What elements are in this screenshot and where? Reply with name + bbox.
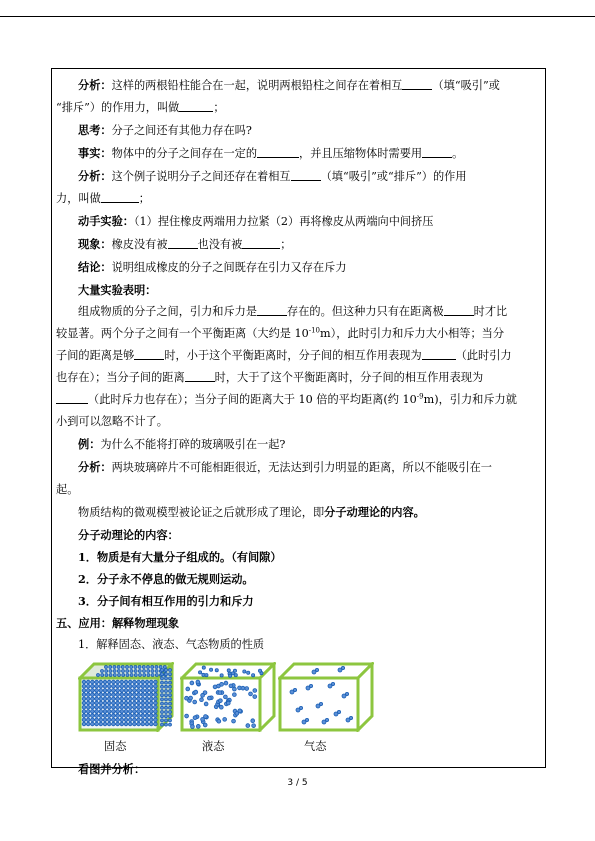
text: “排斥”）的作用力，叫做 [56,101,180,114]
text: ； [213,101,225,114]
conclusion-paragraph [56,256,542,279]
solid-cube-image [78,662,174,732]
label-analysis: 分析： [78,169,112,183]
experiments-show-heading: 大量实验表明： [78,283,157,297]
liquid-cube-image [180,662,276,732]
theory-point-2: 2．分子永不停息的做无规则运动。 [78,572,254,586]
fill-blank[interactable] [257,303,287,316]
text: 力，叫做 [56,192,101,205]
text: 为什么不能将打碎的玻璃吸引在一起? [100,438,286,451]
fill-blank[interactable] [257,145,299,158]
text: 说明组成橡皮的分子之间既存在引力又存在斥力 [111,261,347,274]
text: （此时斥力也存在）；当分子间的距离大于 10 倍的平均距离(约 10 [88,393,417,406]
look-and-analyze-heading: 看图并分析： [78,762,146,776]
fill-blank[interactable] [185,369,215,382]
text: 分子之间还有其他力存在吗? [111,124,252,137]
text: 时，大于了这个平衡距离时，分子间的相互作用表现为 [214,371,484,384]
section-five-heading: 五、应用：解释物理现象 [56,616,180,630]
experiment-paragraph [56,210,542,233]
fill-blank[interactable] [422,347,456,360]
text: 时才比 [473,305,508,318]
text: 存在的。但这种力只有在距离极 [287,305,444,318]
text: m），此时引力和斥力大小相等；当分 [320,327,505,340]
fill-blank[interactable] [444,303,474,316]
analysis-paragraph-3-cont: 起。 [56,483,79,496]
force-paragraph-line-6: 小到可以忽略不计了。 [56,415,168,428]
gas-label: 气态 [304,740,327,753]
text: 物质结构的微观模型被论证之后就形成了理论，即 [78,506,325,519]
liquid-label: 液态 [202,740,225,753]
analysis-paragraph-3 [56,456,542,479]
label-phenomenon: 现象： [78,237,112,251]
force-paragraph-line-1 [56,301,542,323]
think-paragraph [56,119,542,142]
text: 橡皮没有被 [111,238,168,251]
fill-blank[interactable] [242,236,280,249]
force-paragraph-line-2 [56,323,542,345]
text: 也存在）；当分子间的距离 [56,371,185,384]
page-number: 3 / 5 [287,778,308,788]
label-experiment: 动手实验： [78,214,134,228]
text: 子间的距离是够 [56,349,135,362]
text: 物体中的分子之间存在一定的 [111,147,258,160]
text: ； [138,192,150,205]
example-paragraph [56,433,542,456]
force-paragraph-line-3 [56,345,542,367]
text: 组成物质的分子之间，引力和斥力是 [78,305,258,318]
label-analysis: 分析： [78,78,112,92]
apply-item-1: 1．解释固态、液态、气态物质的性质 [78,638,265,651]
theory-point-1: 1．物质是有大量分子组成的。（有间隙） [78,550,282,564]
fill-blank[interactable] [402,77,432,90]
label-example: 例： [78,437,101,451]
analysis-paragraph-1-cont [56,97,542,119]
gas-cube-image [278,662,374,732]
analysis-paragraph-2-cont [56,188,542,210]
label-conclusion: 结论： [78,260,112,274]
text: 这样的两根铅柱能合在一起，说明两根铅柱之间存在着相互 [111,79,403,92]
fill-blank[interactable] [134,347,164,360]
theory-paragraph [56,501,542,524]
phenomenon-paragraph [56,233,542,256]
text: 。 [452,147,464,160]
theory-heading: 分子动理论的内容： [78,528,179,542]
text: 较显著。两个分子之间有一个平衡距离（大约是 10 [56,327,309,340]
text: （填“吸引”或 [432,79,500,92]
analysis-paragraph-1 [56,74,542,97]
text: 也没有被 [197,238,243,251]
fill-blank[interactable] [56,391,88,404]
fill-blank[interactable] [179,99,213,112]
label-fact: 事实： [78,146,112,160]
exponent: -9 [416,392,424,401]
text: 时，小于这个平衡距离时，分子间的相互作用表现为 [164,349,422,362]
lesson-content [56,74,542,780]
solid-label: 固态 [104,740,127,753]
states-labels [56,736,542,758]
text: （填“吸引”或“排斥”）的作用 [320,170,467,183]
text: 这个例子说明分子之间还存在着相互 [111,170,291,183]
fill-blank[interactable] [291,168,321,181]
analysis-paragraph-2 [56,165,542,188]
force-paragraph-line-4 [56,367,542,389]
text: m)，引力和斥力就 [423,393,517,406]
fact-paragraph [56,142,542,165]
force-paragraph-line-5 [56,389,542,411]
header-rule [0,16,595,17]
exponent: -10 [308,326,321,335]
text: （1）捏住橡皮两端用力拉紧（2）再将橡皮从两端向中间挤压 [133,215,434,228]
states-of-matter-figure [56,658,542,736]
fill-blank[interactable] [101,190,139,203]
fill-blank[interactable] [168,236,198,249]
text-bold: 分子动理论的内容。 [324,505,425,519]
text: （此时引力 [455,349,512,362]
text: ，并且压缩物体时需要用 [299,147,423,160]
theory-point-3: 3．分子间有相互作用的引力和斥力 [78,594,254,608]
fill-blank[interactable] [422,145,452,158]
label-analysis: 分析： [78,460,112,474]
text: 两块玻璃碎片不可能相距很近，无法达到引力明显的距离，所以不能吸引在一 [111,461,492,474]
label-think: 思考： [78,123,112,137]
text: ； [280,238,292,251]
